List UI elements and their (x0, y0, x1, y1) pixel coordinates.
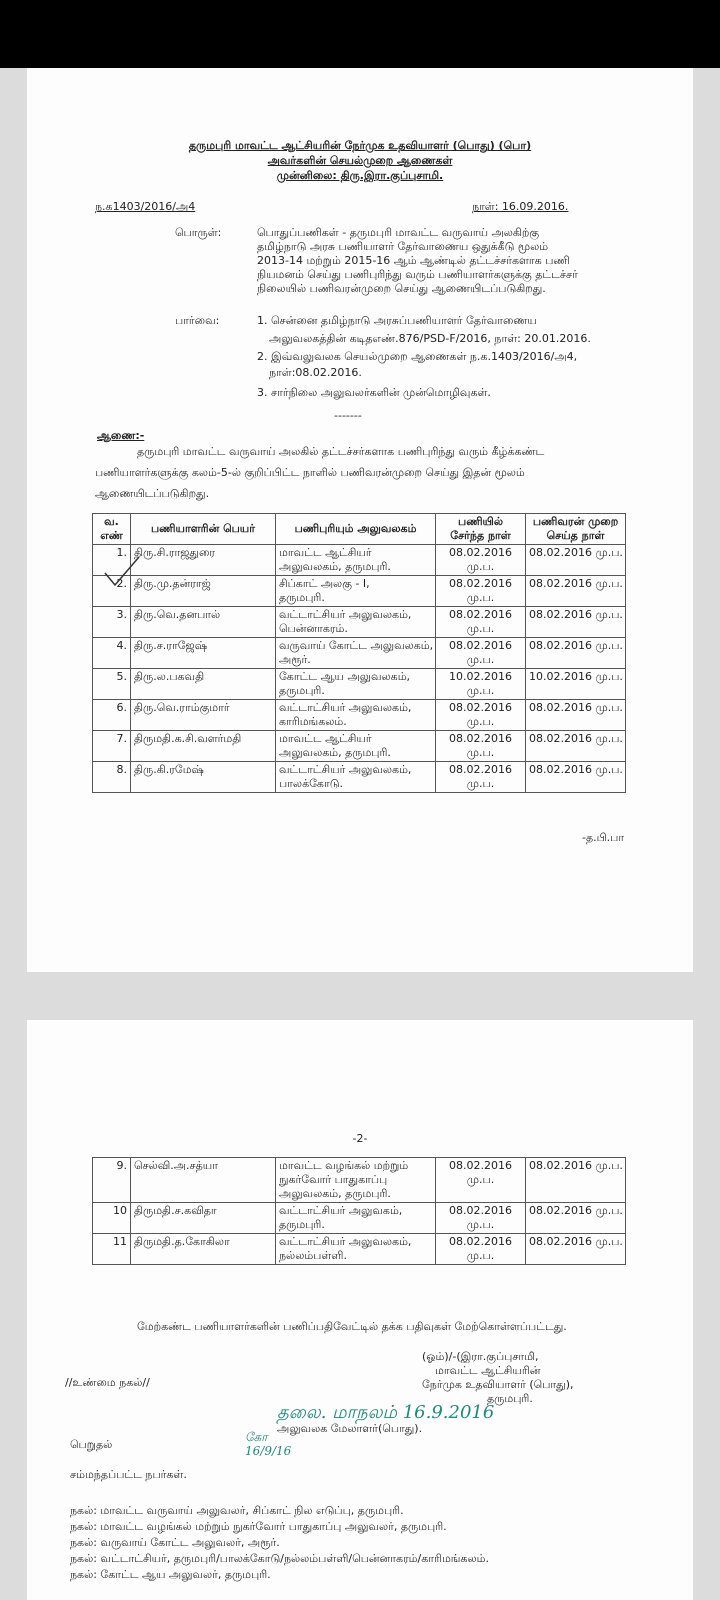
office-cell (276, 762, 436, 793)
header-text: சேர்ந்த நாள் (450, 529, 511, 542)
table-row (93, 1203, 626, 1234)
recipient: சம்மந்தப்பட்ட நபர்கள். (70, 1468, 187, 1481)
regularisation-date: 08.02.2016 மு.ப. (526, 545, 626, 576)
table-row (93, 762, 626, 793)
employee-name: திரு.மு.தன்ராஜ் (131, 576, 276, 607)
column-header-sno (93, 514, 131, 545)
header-text: செய்த நாள் (546, 529, 605, 542)
join-date-session: மு.ப. (466, 653, 495, 666)
join-date-value: 08.02.2016 (449, 608, 512, 621)
office-manager: அலுவலக மேலாளர்(பொது). (277, 1422, 423, 1435)
office-line: நல்லம்பள்ளி. (279, 1249, 347, 1262)
table-row (93, 607, 626, 638)
regularisation-date: 08.02.2016 மு.ப. (526, 700, 626, 731)
join-date-session: மு.ப. (466, 1218, 495, 1231)
join-date (436, 700, 526, 731)
office-line: அலுவலகம், தருமபுரி. (279, 746, 391, 759)
join-date-value: 08.02.2016 (449, 546, 512, 559)
table-row (93, 638, 626, 669)
office-line: கோட்ட ஆய அலுவலகம், (279, 670, 411, 683)
subject-line: தமிழ்நாடு அரசு பணியாளர் தேர்வாணைய ஒதுக்கீடு மூலம் (257, 240, 549, 253)
office-cell (276, 1158, 436, 1203)
join-date-session: மு.ப. (466, 746, 495, 759)
row-number: 11 (93, 1234, 131, 1265)
join-date-session: மு.ப. (466, 715, 495, 728)
regularisation-date: 08.02.2016 மு.ப. (526, 762, 626, 793)
join-date-value: 08.02.2016 (449, 639, 512, 652)
subject-line: நிலையில் பணிவரன்முறை செய்து ஆணையிடப்படுகிறது. (257, 282, 546, 295)
employee-name: திருமதி.த.கோகிலா (131, 1234, 276, 1265)
office-line: வட்டாட்சியர் அலுவலகம், (279, 763, 412, 776)
reference-number: ந.க1403/2016/அ4 (95, 200, 196, 213)
office-line: அரூர். (279, 653, 311, 666)
copy-to-line: நகல்: கோட்ட ஆய அலுவலர், தருமபுரி. (70, 1568, 271, 1581)
row-number: 10 (93, 1203, 131, 1234)
subject-line: பொதுப்பணிகள் - தருமபுரி மாவட்ட வருவாய் அலகிற்கு (257, 226, 540, 239)
employee-name: திரு.கி.ரமேஷ் (131, 762, 276, 793)
copy-to-line: நகல்: மாவட்ட வழங்கல் மற்றும் நுகர்வோர் பாதுகாப்பு அலுவலர், தருமபுரி. (70, 1520, 447, 1533)
reference-label: பார்வை: (175, 314, 220, 327)
join-date (436, 607, 526, 638)
office-line: தருமபுரி. (279, 1218, 325, 1231)
join-date (436, 762, 526, 793)
order-title-line-1: தருமபுரி மாவட்ட ஆட்சியரின் நேர்முக உதவியாளர் (பொது) (பொ) (188, 139, 532, 152)
subject-label: பொருள்: (175, 226, 222, 239)
header-text: வ. (104, 515, 119, 528)
row-number: 2. (93, 576, 131, 607)
row-number: 3. (93, 607, 131, 638)
join-date (436, 1203, 526, 1234)
header-text: பணியில் (458, 515, 503, 528)
true-copy-label: //உண்மை நகல்// (65, 1376, 150, 1389)
table-row (93, 1234, 626, 1265)
office-cell (276, 576, 436, 607)
office-line: வட்டாட்சியர் அலுவலகம், (279, 701, 412, 714)
document-page-1 (27, 68, 693, 972)
join-date (436, 576, 526, 607)
table-row (93, 576, 626, 607)
row-number: 5. (93, 669, 131, 700)
regularisation-date: 08.02.2016 மு.ப. (526, 1203, 626, 1234)
join-date-value: 08.02.2016 (449, 763, 512, 776)
office-cell (276, 1203, 436, 1234)
join-date-session: மு.ப. (466, 622, 495, 635)
table-row (93, 700, 626, 731)
table-row (93, 669, 626, 700)
handwritten-signature: தலை. மாநலம் 16.9.2016 (277, 1402, 495, 1423)
reference-item: அலுவலகத்தின் கடிதஎண்.876/PSD-F/2016, நாள்: 20.01.2016. (269, 332, 591, 345)
office-line: மாவட்ட ஆட்சியர் (279, 732, 372, 745)
column-header-regularisation-date (526, 514, 626, 545)
header-text: எண் (100, 529, 123, 542)
office-line: மாவட்ட ஆட்சியர் (279, 546, 372, 559)
office-line: மாவட்ட வழங்கல் மற்றும் (279, 1159, 409, 1172)
join-date (436, 545, 526, 576)
office-line: நுகர்வோர் பாதுகாப்பு (279, 1173, 388, 1186)
viewer-top-bar (0, 0, 720, 68)
row-number: 1. (93, 545, 131, 576)
office-line: அலுவலகம், தருமபுரி. (279, 560, 391, 573)
join-date-value: 08.02.2016 (449, 1235, 512, 1248)
subject-line: 2013-14 மற்றும் 2015-16 ஆம் ஆண்டில் தட்டச்சர்களாக பணி (257, 254, 570, 267)
join-date (436, 1158, 526, 1203)
signature-line: நேர்முக உதவியாளர் (பொது), (422, 1378, 574, 1391)
employee-name: திருமதி.ச.கவிதா (131, 1203, 276, 1234)
employee-table (92, 513, 626, 793)
copy-to-line: நகல்: வருவாய் கோட்ட அலுவலர், அரூர். (70, 1536, 280, 1549)
checkmark-annotation (103, 555, 143, 591)
row-number: 8. (93, 762, 131, 793)
office-line: சிப்காட் அலகு - I, (279, 577, 370, 590)
employee-name: செல்வி.அ.சத்யா (131, 1158, 276, 1203)
join-date-value: 08.02.2016 (449, 732, 512, 745)
row-number: 4. (93, 638, 131, 669)
order-body-line: தருமபுரி மாவட்ட வருவாய் அலகில் தட்டச்சர்களாக பணிபுரிந்து வரும் கீழ்க்கண்ட (137, 445, 545, 458)
order-title-line-3: முன்னிலை: திரு.இரா.குப்புசாமி. (276, 169, 444, 182)
column-header-join-date (436, 514, 526, 545)
order-body-line: பணியாளர்களுக்கு கலம்-5-ல் குறிப்பிட்ட நாளில் பணிவரன்முறை செய்து இதன் மூலம் (95, 466, 525, 479)
office-cell (276, 607, 436, 638)
table-row (93, 1158, 626, 1203)
footer-mark: -த.பி.பா (582, 831, 625, 844)
office-line: பென்னாகரம். (279, 622, 348, 635)
copy-to-line: நகல்: மாவட்ட வருவாய் அலுவலர், சிப்காட் நில எடுப்பு, தருமபுரி. (70, 1504, 404, 1517)
office-line: வட்டாட்சியர் அலுவலகம், (279, 1235, 412, 1248)
signature-line: மாவட்ட ஆட்சியரின் (435, 1364, 541, 1377)
office-cell (276, 669, 436, 700)
table-row (93, 731, 626, 762)
regularisation-date: 08.02.2016 மு.ப. (526, 1234, 626, 1265)
office-cell (276, 731, 436, 762)
office-cell (276, 700, 436, 731)
office-line: தருமபுரி. (279, 684, 325, 697)
table-header-row (93, 514, 626, 545)
join-date (436, 638, 526, 669)
join-date-session: மு.ப. (466, 1249, 495, 1262)
signature-line: தருமபுரி. (487, 1392, 533, 1405)
regularisation-date: 08.02.2016 மு.ப. (526, 638, 626, 669)
join-date (436, 731, 526, 762)
office-cell (276, 638, 436, 669)
order-body-line: ஆணையிடப்படுகிறது. (95, 487, 210, 500)
join-date-session: மு.ப. (466, 591, 495, 604)
join-date-session: மு.ப. (466, 777, 495, 790)
table-row (93, 545, 626, 576)
column-header-office: பணிபுரியும் அலுவலகம் (276, 514, 436, 545)
reference-item: நாள்:08.02.2016. (269, 366, 362, 379)
regularisation-date: 08.02.2016 மு.ப. (526, 576, 626, 607)
employee-name: திரு.ல.பகவதி (131, 669, 276, 700)
row-number: 7. (93, 731, 131, 762)
reference-item: 1. சென்னை தமிழ்நாடு அரசுப்பணியாளர் தேர்வாணைய (257, 314, 537, 327)
closing-statement: மேற்கண்ட பணியாளர்களின் பணிப்பதிவேட்டில் தக்க பதிவுகள் மேற்கொள்ளப்பட்டது. (137, 1320, 567, 1333)
order-label: ஆணை:- (97, 429, 145, 442)
regularisation-date: 10.02.2016 மு.ப. (526, 669, 626, 700)
employee-name: திரு.வெ.ராம்குமார் (131, 700, 276, 731)
join-date-value: 08.02.2016 (449, 577, 512, 590)
order-date: நாள்: 16.09.2016. (472, 200, 569, 213)
employee-name: திருமதி.க.சி.வளர்மதி (131, 731, 276, 762)
column-header-name: பணியாளரின் பெயர் (131, 514, 276, 545)
row-number: 9. (93, 1158, 131, 1203)
office-cell (276, 545, 436, 576)
employee-name: திரு.வெ.தனபால் (131, 607, 276, 638)
join-date (436, 1234, 526, 1265)
office-line: அலுவலகம், தருமபுரி. (279, 1187, 391, 1200)
join-date (436, 669, 526, 700)
office-line: வட்டாட்சியர் அலுவகம், (279, 1204, 403, 1217)
section-divider: ------- (334, 409, 362, 422)
reference-item: 2. இவ்வலுவலக செயல்முறை ஆணைகள் ந.க.1403/2016/அ4, (257, 350, 578, 363)
office-cell (276, 1234, 436, 1265)
regularisation-date: 08.02.2016 மு.ப. (526, 607, 626, 638)
join-date-session: மு.ப. (466, 1173, 495, 1186)
subject-line: நியமனம் செய்து பணிபுரிந்து வரும் பணியாளர்களுக்கு தட்டச்சர் (257, 268, 578, 281)
recipient-label: பெறுதல் (70, 1438, 113, 1451)
regularisation-date: 08.02.2016 மு.ப. (526, 731, 626, 762)
handwritten-initial: கோ 16/9/16 (245, 1430, 292, 1458)
document-page-2 (27, 1020, 693, 1600)
join-date-value: 08.02.2016 (449, 1159, 512, 1172)
header-text: பணிவரன் முறை (532, 515, 619, 528)
join-date-session: மு.ப. (466, 684, 495, 697)
employee-name: திரு.ச.ராஜேஷ் (131, 638, 276, 669)
office-line: வட்டாட்சியர் அலுவலகம், (279, 608, 412, 621)
page-number: -2- (352, 1132, 368, 1145)
reference-item: 3. சார்நிலை அலுவலர்களின் முன்மொழிவுகள். (257, 386, 491, 399)
office-line: பாலக்கோடு. (279, 777, 344, 790)
office-line: தருமபுரி. (279, 591, 325, 604)
order-title-line-2: அவர்களின் செயல்முறை ஆணைகள் (267, 154, 453, 167)
signature-line: (ஓம்)/-(இரா.குப்புசாமி, (422, 1350, 539, 1363)
office-line: காரிமங்கலம். (279, 715, 347, 728)
join-date-value: 08.02.2016 (449, 701, 512, 714)
copy-to-line: நகல்: வட்டாட்சியர், தருமபுரி/பாலக்கோடு/நல்லம்பள்ளி/பென்னாகரம்/காரிமங்கலம். (70, 1552, 489, 1565)
join-date-session: மு.ப. (466, 560, 495, 573)
office-line: வருவாய் கோட்ட அலுவலகம், (279, 639, 434, 652)
employee-name: திரு.சி.ராஜதுரை (131, 545, 276, 576)
join-date-value: 08.02.2016 (449, 1204, 512, 1217)
join-date-value: 10.02.2016 (449, 670, 512, 683)
employee-table-continued (92, 1157, 626, 1265)
row-number: 6. (93, 700, 131, 731)
regularisation-date: 08.02.2016 மு.ப. (526, 1158, 626, 1203)
